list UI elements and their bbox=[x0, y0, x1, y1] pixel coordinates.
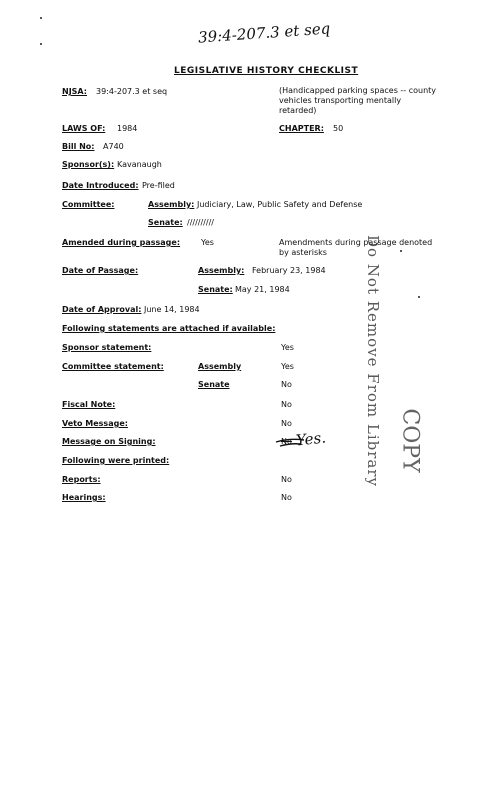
passage-assembly-label: Assembly: bbox=[198, 266, 245, 275]
message-on-signing-handwritten: Yes. bbox=[295, 428, 327, 450]
hearings-value: No bbox=[281, 493, 292, 502]
committee-statement-label: Committee statement: bbox=[62, 362, 164, 371]
date-introduced-label: Date Introduced: bbox=[62, 181, 139, 190]
amended-note-line-2: by asterisks bbox=[279, 248, 327, 257]
laws-of-value: 1984 bbox=[117, 124, 138, 133]
following-printed-heading: Following were printed: bbox=[62, 456, 170, 465]
committee-label: Committee: bbox=[62, 200, 115, 209]
description-line-3: retarded) bbox=[279, 106, 317, 115]
message-on-signing-label: Message on Signing: bbox=[62, 437, 156, 446]
committee-statement-senate-value: No bbox=[281, 380, 292, 389]
passage-senate-label: Senate: bbox=[198, 285, 233, 294]
veto-message-label: Veto Message: bbox=[62, 419, 128, 428]
committee-statement-senate-label: Senate bbox=[198, 380, 230, 389]
library-stamp-text: Do Not Remove From Library bbox=[364, 234, 383, 488]
sponsor-statement-label: Sponsor statement: bbox=[62, 343, 152, 352]
message-on-signing-value: No bbox=[281, 437, 292, 446]
date-of-approval-label: Date of Approval: bbox=[62, 305, 142, 314]
date-of-approval-value: June 14, 1984 bbox=[144, 305, 200, 314]
amended-label: Amended during passage: bbox=[62, 238, 181, 247]
amended-value: Yes bbox=[201, 238, 214, 247]
reports-label: Reports: bbox=[62, 475, 101, 484]
njsa-label: NJSA: bbox=[62, 87, 87, 96]
fiscal-note-value: No bbox=[281, 400, 292, 409]
passage-senate-value: May 21, 1984 bbox=[235, 285, 290, 294]
amended-note-line-1: Amendments during passage denoted bbox=[279, 238, 433, 247]
date-of-passage-label: Date of Passage: bbox=[62, 266, 139, 275]
scan-speck bbox=[400, 250, 402, 252]
njsa-value: 39:4-207.3 et seq bbox=[96, 87, 168, 96]
committee-statement-assembly-label: Assembly bbox=[198, 362, 242, 371]
sponsors-value: Kavanaugh bbox=[117, 160, 162, 169]
chapter-value: 50 bbox=[333, 124, 344, 133]
scan-speck bbox=[40, 17, 42, 19]
committee-statement-assembly-value: Yes bbox=[281, 362, 294, 371]
handwritten-strike-icon bbox=[270, 430, 330, 460]
scan-speck bbox=[418, 296, 420, 298]
committee-assembly-label: Assembly: bbox=[148, 200, 195, 209]
bill-no-label: Bill No: bbox=[62, 142, 95, 151]
library-stamp bbox=[343, 234, 383, 488]
committee-senate-value: ////////// bbox=[187, 218, 214, 227]
reports-value: No bbox=[281, 475, 292, 484]
laws-of-label: LAWS OF: bbox=[62, 124, 106, 133]
hearings-label: Hearings: bbox=[62, 493, 106, 502]
sponsors-label: Sponsor(s): bbox=[62, 160, 115, 169]
description-line-2: vehicles transporting mentally bbox=[279, 96, 402, 105]
copy-stamp bbox=[390, 408, 423, 473]
following-attached-heading: Following statements are attached if available: bbox=[62, 324, 276, 333]
description-line-1: (Handicapped parking spaces -- county bbox=[279, 86, 437, 95]
handwritten-reference: 39:4-207.3 et seq bbox=[197, 19, 331, 47]
fiscal-note-label: Fiscal Note: bbox=[62, 400, 116, 409]
page-title: LEGISLATIVE HISTORY CHECKLIST bbox=[174, 66, 359, 76]
date-introduced-value: Pre-filed bbox=[142, 181, 175, 190]
copy-stamp-text: COPY bbox=[397, 408, 423, 473]
bill-no-value: A740 bbox=[103, 142, 124, 151]
scan-speck bbox=[40, 43, 42, 45]
veto-message-value: No bbox=[281, 419, 292, 428]
committee-senate-label: Senate: bbox=[148, 218, 183, 227]
committee-assembly-value: Judiciary, Law, Public Safety and Defense bbox=[197, 200, 363, 209]
sponsor-statement-value: Yes bbox=[281, 343, 294, 352]
passage-assembly-value: February 23, 1984 bbox=[252, 266, 326, 275]
chapter-label: CHAPTER: bbox=[279, 124, 324, 133]
